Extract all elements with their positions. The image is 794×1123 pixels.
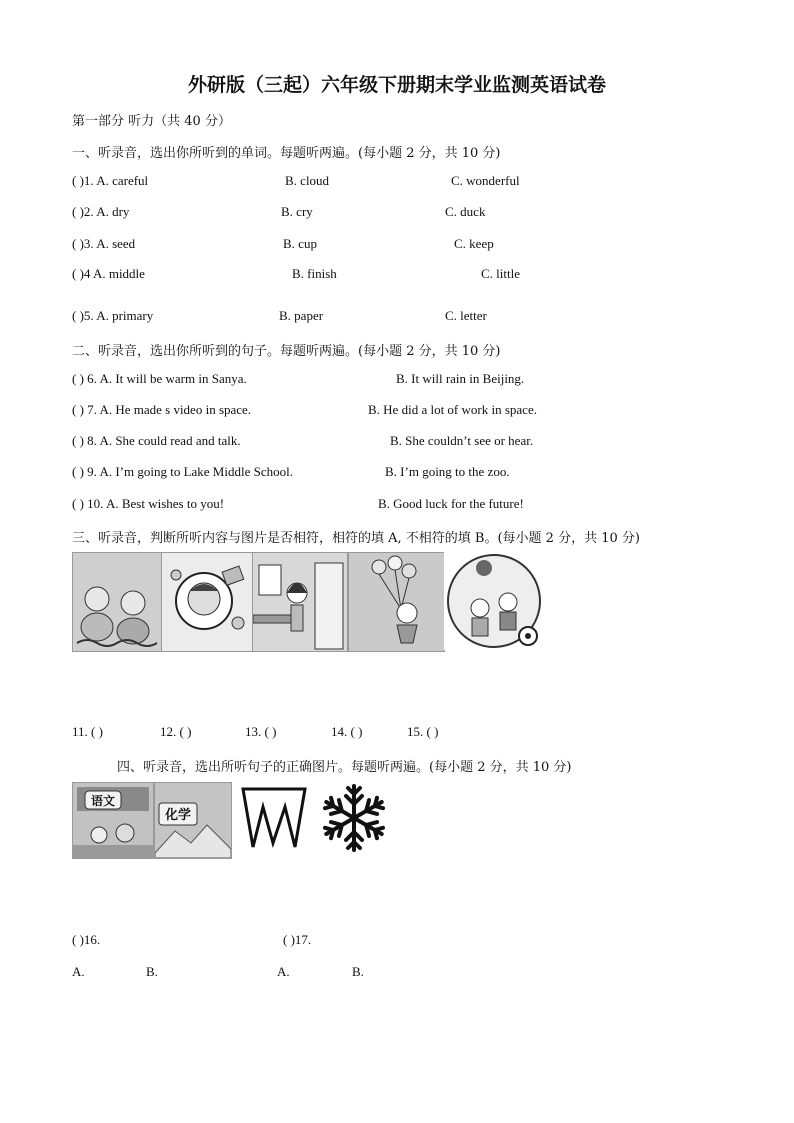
- answer-14: 14. ( ): [331, 724, 363, 739]
- q4-c: C. little: [481, 266, 520, 281]
- answer-13: 13. ( ): [245, 724, 277, 739]
- picture-14-girl-balloons: [348, 552, 445, 652]
- q9-a: ( ) 9. A. I’m going to Lake Middle School.: [72, 464, 293, 479]
- book-title-chinese: 语文: [90, 794, 116, 808]
- section4-heading: 四、听录音，选出所听句子的正确图片。每题听两遍。(每小题 2 分，共 10 分): [117, 760, 572, 775]
- q5-c: C. letter: [445, 308, 487, 323]
- q17: ( )17.: [283, 932, 312, 947]
- picture-16a-chinese-book: [72, 782, 154, 859]
- q8-a: ( ) 8. A. She could read and talk.: [72, 433, 241, 448]
- book-title-chemistry: 化学: [164, 808, 192, 823]
- picture-16b-chemistry-book: [154, 782, 232, 859]
- q3-c: C. keep: [454, 236, 494, 251]
- q2-a: ( )2. A. dry: [72, 204, 130, 219]
- answer-15: 15. ( ): [407, 724, 439, 739]
- option-16b: B.: [146, 964, 158, 979]
- picture-13-girl-at-door: [252, 552, 348, 652]
- picture-15-children-soccer: [444, 552, 543, 650]
- answer-11: 11. ( ): [72, 724, 103, 739]
- q7-a: ( ) 7. A. He made s video in space.: [72, 402, 252, 417]
- section1-heading: 一、听录音，选出你所听到的单词。每题听两遍。(每小题 2 分，共 10 分): [72, 146, 501, 161]
- q1-b: B. cloud: [285, 173, 330, 188]
- option-16a: A.: [72, 964, 85, 979]
- q10-a: ( ) 10. A. Best wishes to you!: [72, 496, 225, 511]
- q16: ( )16.: [72, 932, 101, 947]
- option-17a: A.: [277, 964, 290, 979]
- q2-b: B. cry: [281, 204, 313, 219]
- q8-b: B. She couldn’t see or hear.: [390, 433, 534, 448]
- part-heading: 第一部分 听力（共 40 分）: [72, 114, 231, 129]
- q1-c: C. wonderful: [451, 173, 520, 188]
- answer-12: 12. ( ): [160, 724, 192, 739]
- q3-a: ( )3. A. seed: [72, 236, 136, 251]
- q5-a: ( )5. A. primary: [72, 308, 154, 323]
- snowflake-icon: [318, 782, 390, 858]
- q1-a: ( )1. A. careful: [72, 173, 149, 188]
- q6-a: ( ) 6. A. It will be warm in Sanya.: [72, 371, 247, 386]
- picture-12-astronaut: [161, 552, 253, 652]
- q4-b: B. finish: [292, 266, 337, 281]
- section2-heading: 二、听录音，选出你所听到的句子。每题听两遍。(每小题 2 分，共 10 分): [72, 344, 501, 359]
- q3-b: B. cup: [283, 236, 317, 251]
- picture-17a-zigzag: [239, 783, 309, 857]
- q10-b: B. Good luck for the future!: [378, 496, 524, 511]
- q5-b: B. paper: [279, 308, 324, 323]
- section3-heading: 三、听录音，判断所听内容与图片是否相符，相符的填 A, 不相符的填 B。(每小题 2 分，共 10 分): [72, 531, 640, 546]
- picture-11-children: [72, 552, 162, 652]
- page-title: 外研版（三起）六年级下册期末学业监测英语试卷: [187, 74, 606, 96]
- q4-a: ( )4 A. middle: [72, 266, 145, 281]
- q6-b: B. It will rain in Beijing.: [396, 371, 525, 386]
- q9-b: B. I’m going to the zoo.: [385, 464, 510, 479]
- q7-b: B. He did a lot of work in space.: [368, 402, 537, 417]
- q2-c: C. duck: [445, 204, 486, 219]
- option-17b: B.: [352, 964, 364, 979]
